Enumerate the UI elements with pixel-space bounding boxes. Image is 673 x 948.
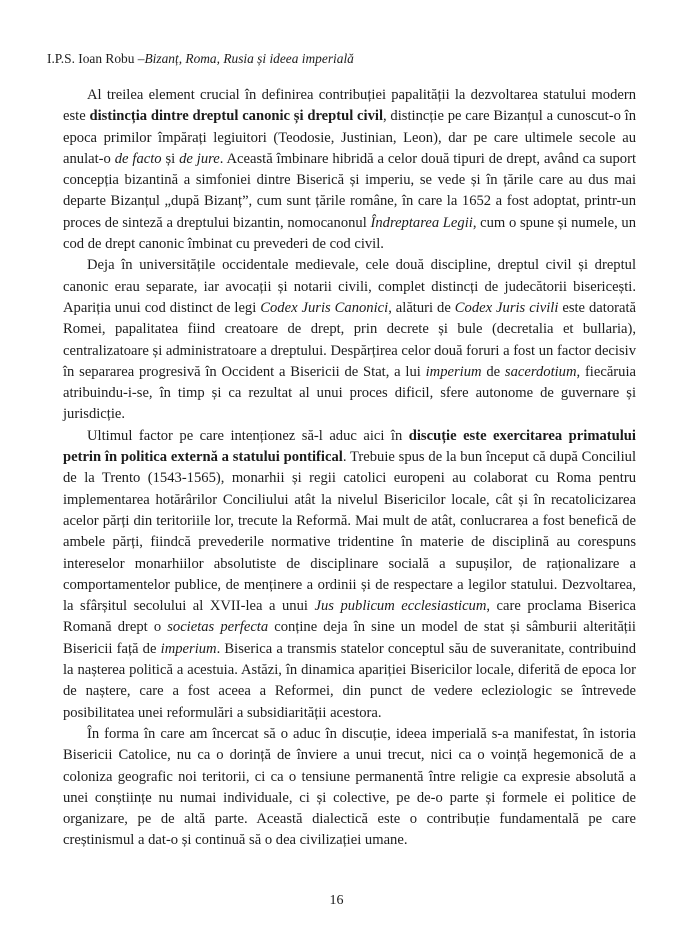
- text-run: . Trebuie spus de la bun început că după Conciliul de la Trento (1543-1565), monarhii și regii catolici europeni au colaborat cu Roma pentru implementarea hotărârilor Conciliului atât la nivelul Bisericilor locale, cât și în recatolicizarea acelor părți din teritoriile lor, trecute la Reformă. Mai mult de atât, conlucrarea a fost benefică de ambele părți, fiindcă prevederile normative tridentine în materie de disciplină au corespuns intereselor monarhiilor absolutiste de disciplinare socială a supușilor, de raționalizare a comportamentelor publice, de menținere a ordinii și de respectare a legilor statului. Dezvoltarea, la sfârșitul secolului al XVII-lea a unui: [63, 449, 636, 615]
- header-author: I.P.S. Ioan Robu –: [47, 51, 145, 66]
- text-run: . Această îmbinare hibridă a celor două tipuri de drept, având ca suport concepția bizantină a simfoniei dintre Biserică și imperiu, se vede și în țările care au dus mai departe Bizanțul „după Bizanț”, cum sunt țările române, în care la 1652 a fost adoptat, printr-un proces de sinteză a dreptului bizantin, nomocanonul: [63, 150, 637, 231]
- running-header: [47, 51, 627, 67]
- header-book-title: Bizanț, Roma, Rusia și ideea imperială: [144, 51, 354, 66]
- bold-text: discuție este exercitarea primatului petrin în politica externă a statului pontifical: [63, 427, 636, 466]
- italic-text: societas perfecta: [167, 619, 269, 636]
- text-run: de: [481, 363, 505, 380]
- italic-text: Îndreptarea Legii: [370, 214, 473, 231]
- paragraph-1: [63, 85, 636, 255]
- text-run: , cum o spune și numele, un cod de drept canonic îmbinat cu prevederi de cod civil.: [63, 214, 637, 253]
- paragraph-4: [63, 724, 636, 852]
- text-run: , fiecăruia atribuindu-i-se, în timp și ca rezultat al unui proces dificil, sfere autonome de guvernare și jurisdicție.: [63, 363, 636, 423]
- text-run: conține deja în sine un model de stat și sâmburii alterității Bisericii față de: [63, 619, 636, 657]
- text-run: Deja în universitățile occidentale medievale, cele două discipline, dreptul civil și dreptul canonic erau separate, iar avocații și notarii civili, complet distincți de judecătorii bisericești. Apariția unui cod distinct de legi: [63, 257, 636, 316]
- italic-text: de facto: [114, 150, 162, 167]
- italic-text: de jure: [179, 150, 220, 167]
- italic-text: Jus publicum ecclesiasticum: [314, 598, 487, 615]
- text-run: Al treilea element crucial în definirea contribuției papalității la dezvoltarea statului modern este: [63, 87, 636, 125]
- italic-text: imperium: [160, 640, 217, 657]
- text-run: . Biserica a transmis statelor conceptul său de suveranitate, contribuind la nașterea politică a acestuia. Astăzi, în dinamica apariției Bisericilor locale, diferită de epoca lor de naștere, care a fost aceea a Reformei, din punct de vedere ecleziologic se întrevede posibilitatea unei reformulări a subsidiarității acestora.: [63, 640, 636, 721]
- italic-text: imperium: [425, 363, 482, 380]
- text-run: În forma în care am încercat să o aduc în discuție, ideea imperială s-a manifestat, în istoria Bisericii Catolice, nu ca o dorință de înviere a unui trecut, nici ca o voință hegemonică de a coloniza geografic noi teritorii, ci ca o tensiune permanentă între religie ca expresie absolută a unei conștiințe nu numai individuale, ci și colective, pe de-o parte și formele ei politice de organizare, pe de altă parte. Această dialectică este o contribuție fundamentală pe care creștinismul a dat-o și continuă să o dea civilizației umane.: [63, 725, 636, 849]
- text-run: , care proclama Biserica Romană drept o: [63, 598, 636, 636]
- paragraph-3: [63, 426, 636, 724]
- page-body: [63, 85, 636, 852]
- paragraph-2: [63, 255, 636, 425]
- page-number: 16: [329, 893, 344, 908]
- text-run: este datorată Romei, papalitatea fiind creatoare de drept, prin decrete și bule (decretalia et bullaria), centralizatoare și administratoare a dreptului. Despărțirea celor două foruri a fost un factor decisiv în separarea progresivă în Occident a Bisericii de Stat, a lui: [63, 299, 636, 380]
- italic-text: sacerdotium: [504, 363, 577, 380]
- text-run: și: [161, 150, 180, 167]
- text-run: , alături de: [388, 299, 455, 316]
- italic-text: Codex Juris civili: [454, 299, 559, 316]
- text-run: , distincție pe care Bizanțul a cunoscut-o în epoca primilor împărați legiuitori (Teodosie, Justinian, Leon), dar pe care ultimele secole au anulat-o: [63, 108, 636, 167]
- bold-text: distincția dintre dreptul canonic și dreptul civil: [89, 108, 383, 125]
- text-run: Ultimul factor pe care intenționez să-l aduc aici în: [87, 427, 409, 444]
- italic-text: Codex Juris Canonici: [260, 299, 389, 316]
